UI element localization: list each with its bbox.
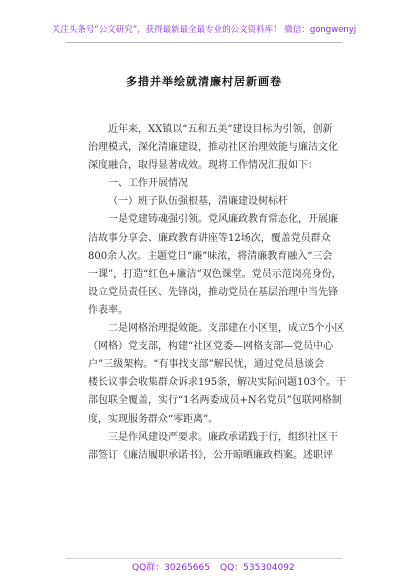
footer-bar bbox=[0, 561, 408, 575]
body-line-9: 一课”，打造“红色+廉洁”双色课堂。党员示范岗亮身份， bbox=[88, 268, 342, 280]
body-line-2: 治理模式，深化清廉建设，推动社区治理效能与廉洁文化 bbox=[88, 142, 338, 154]
header-banner: 关注头条号“公文研究”，获得最新最全最专业的公文资料库！ 微信：gongwenyj bbox=[51, 25, 357, 35]
footer-qq-group: QQ群：30265665 bbox=[132, 563, 210, 573]
body-line-10: 设立党员责任区、先锋岗，推动党员在基层治理中当先锋 bbox=[88, 286, 338, 298]
body-line-12: 二是网格治理提效能。支部建在小区里，成立5个小区 bbox=[108, 323, 345, 335]
subsection-heading-1: （一）班子队伍强根基，清廉建设树标杆 bbox=[108, 196, 288, 208]
body-line-3: 深度融合，取得显著成效。现将工作情况汇报如下： bbox=[88, 160, 318, 172]
body-line-14: 户”三级架构。“有事找支部”解民忧，通过党员恳谈会 bbox=[88, 359, 324, 371]
body-line-19: 部签订《廉洁履职承诺书》，公开晾晒廉政档案。述职评 bbox=[88, 449, 333, 461]
footer-divider bbox=[66, 558, 342, 559]
body-line-18: 三是作风建设严要求。廉政承诺践于行，组织社区干 bbox=[108, 431, 338, 443]
section-heading-1: 一、工作开展情况 bbox=[108, 178, 188, 190]
body-line-11: 作表率。 bbox=[88, 304, 128, 316]
body-line-7: 洁故事分享会、廉政教育讲座等12场次，覆盖党员群众 bbox=[88, 232, 331, 244]
body-line-1: 近年来，XX镇以“五和五美”建设目标为引领，创新 bbox=[108, 124, 333, 135]
body-line-13: （网格）党支部，构建“社区党委—网格支部—党员中心 bbox=[88, 341, 334, 353]
body-line-6: 一是党建铸魂强引领。党风廉政教育常态化，开展廉 bbox=[108, 214, 338, 226]
body-line-17: 度，实现服务群众“零距离”。 bbox=[88, 413, 219, 425]
body-line-16: 部包联全覆盖，实行“1名两委成员+N名党员”包联网格制 bbox=[88, 395, 342, 407]
body-line-8: 800余人次。主题党日“廉”味浓，将清廉教育融入“三会 bbox=[88, 250, 333, 262]
document-title: 多措并举绘就清廉村居新画卷 bbox=[126, 75, 282, 88]
header-divider bbox=[66, 42, 342, 43]
body-line-15: 楼长议事会收集群众诉求195条，解决实际问题103个。干 bbox=[88, 377, 347, 389]
document-body bbox=[88, 121, 347, 465]
footer-qq-contact: QQ：535304092 bbox=[220, 563, 295, 573]
